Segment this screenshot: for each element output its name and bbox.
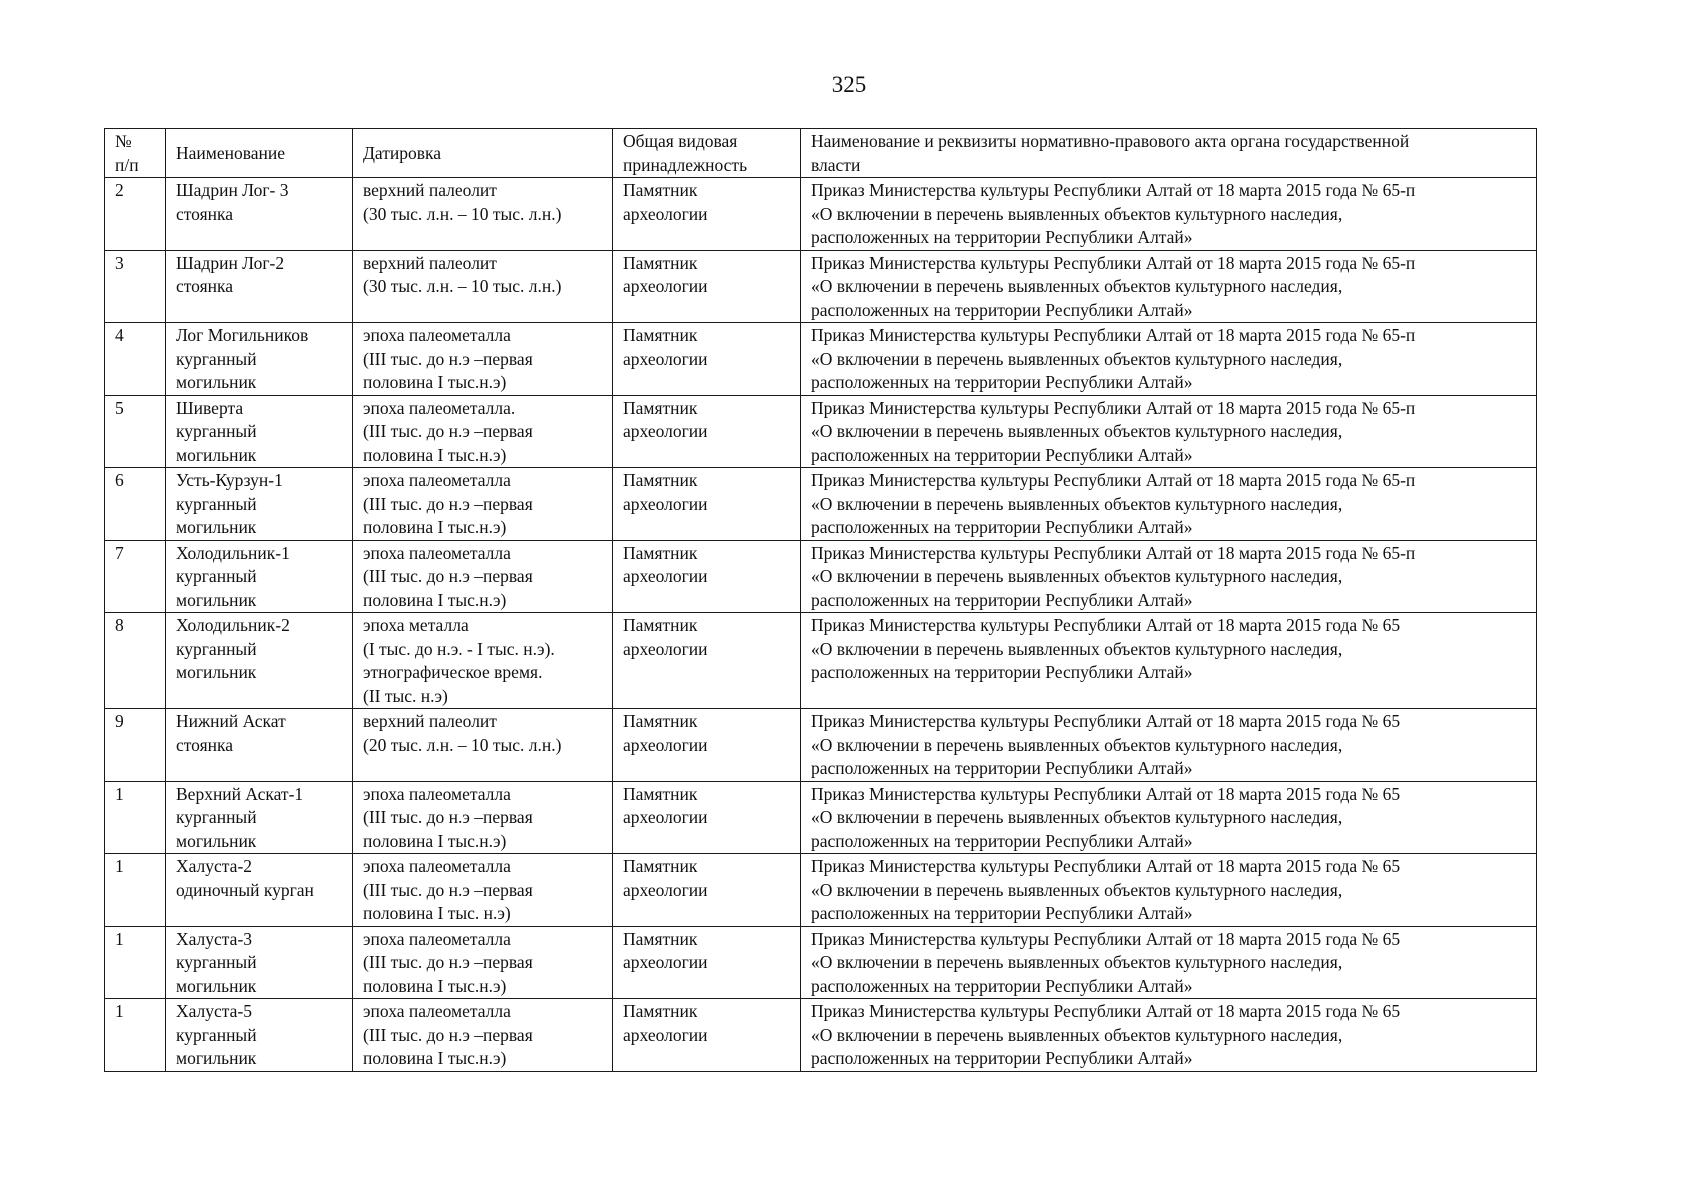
cell-name: Лог Могильников курганный могильник: [166, 323, 353, 396]
cell-name: Усть-Курзун-1 курганный могильник: [166, 468, 353, 541]
cell-legal-act: Приказ Министерства культуры Республики Алтай от 18 марта 2015 года № 65-п «О включении в перечень выявленных объектов культурного наследия, расположенных на территории Республики Алтай»: [801, 323, 1537, 396]
table-body: [105, 178, 1537, 1072]
cell-type: Памятник археологии: [613, 926, 801, 999]
table-row: [105, 613, 1537, 709]
cell-number: 9: [105, 709, 166, 782]
cell-type: Памятник археологии: [613, 854, 801, 927]
heritage-registry-table: [104, 128, 1537, 1072]
cell-type: Памятник археологии: [613, 323, 801, 396]
cell-name: Халуста-5 курганный могильник: [166, 999, 353, 1072]
cell-number: 8: [105, 613, 166, 709]
table-row: [105, 468, 1537, 541]
cell-number: 4: [105, 323, 166, 396]
cell-legal-act: Приказ Министерства культуры Республики Алтай от 18 марта 2015 года № 65 «О включении в перечень выявленных объектов культурного наследия, расположенных на территории Республики Алтай»: [801, 781, 1537, 854]
cell-number: 2: [105, 178, 166, 251]
cell-number: 6: [105, 468, 166, 541]
cell-name: Нижний Аскат стоянка: [166, 709, 353, 782]
cell-dating: эпоха палеометалла (III тыс. до н.э –первая половина I тыс. н.э): [353, 854, 613, 927]
cell-legal-act: Приказ Министерства культуры Республики Алтай от 18 марта 2015 года № 65 «О включении в перечень выявленных объектов культурного наследия, расположенных на территории Республики Алтай»: [801, 999, 1537, 1072]
cell-type: Памятник археологии: [613, 178, 801, 251]
cell-name: Шиверта курганный могильник: [166, 395, 353, 468]
cell-type: Памятник археологии: [613, 613, 801, 709]
cell-name: Халуста-3 курганный могильник: [166, 926, 353, 999]
cell-type: Памятник археологии: [613, 999, 801, 1072]
cell-type: Памятник археологии: [613, 468, 801, 541]
cell-number: 1: [105, 999, 166, 1072]
cell-dating: верхний палеолит (30 тыс. л.н. – 10 тыс. л.н.): [353, 250, 613, 323]
cell-legal-act: Приказ Министерства культуры Республики Алтай от 18 марта 2015 года № 65-п «О включении в перечень выявленных объектов культурного наследия, расположенных на территории Республики Алтай»: [801, 250, 1537, 323]
cell-name: Шадрин Лог-2 стоянка: [166, 250, 353, 323]
cell-dating: эпоха палеометалла (III тыс. до н.э –первая половина I тыс.н.э): [353, 540, 613, 613]
cell-legal-act: Приказ Министерства культуры Республики Алтай от 18 марта 2015 года № 65 «О включении в перечень выявленных объектов культурного наследия, расположенных на территории Республики Алтай»: [801, 854, 1537, 927]
cell-dating: верхний палеолит (30 тыс. л.н. – 10 тыс. л.н.): [353, 178, 613, 251]
cell-dating: эпоха металла (I тыс. до н.э. - I тыс. н.э). этнографическое время. (II тыс. н.э): [353, 613, 613, 709]
cell-name: Верхний Аскат-1 курганный могильник: [166, 781, 353, 854]
table-row: [105, 540, 1537, 613]
table-row: [105, 999, 1537, 1072]
cell-name: Холодильник-2 курганный могильник: [166, 613, 353, 709]
table-row: [105, 854, 1537, 927]
cell-dating: верхний палеолит (20 тыс. л.н. – 10 тыс. л.н.): [353, 709, 613, 782]
cell-number: 1: [105, 854, 166, 927]
cell-dating: эпоха палеометалла (III тыс. до н.э –первая половина I тыс.н.э): [353, 926, 613, 999]
cell-number: 5: [105, 395, 166, 468]
cell-legal-act: Приказ Министерства культуры Республики Алтай от 18 марта 2015 года № 65-п «О включении в перечень выявленных объектов культурного наследия, расположенных на территории Республики Алтай»: [801, 178, 1537, 251]
cell-type: Памятник археологии: [613, 781, 801, 854]
cell-dating: эпоха палеометалла. (III тыс. до н.э –первая половина I тыс.н.э): [353, 395, 613, 468]
header-number: № п/п: [105, 129, 166, 178]
cell-legal-act: Приказ Министерства культуры Республики Алтай от 18 марта 2015 года № 65-п «О включении в перечень выявленных объектов культурного наследия, расположенных на территории Республики Алтай»: [801, 468, 1537, 541]
header-type: Общая видовая принадлежность: [613, 129, 801, 178]
cell-name: Шадрин Лог- 3 стоянка: [166, 178, 353, 251]
table-row: [105, 323, 1537, 396]
cell-type: Памятник археологии: [613, 250, 801, 323]
cell-legal-act: Приказ Министерства культуры Республики Алтай от 18 марта 2015 года № 65-п «О включении в перечень выявленных объектов культурного наследия, расположенных на территории Республики Алтай»: [801, 540, 1537, 613]
cell-type: Памятник археологии: [613, 540, 801, 613]
header-name: Наименование: [166, 129, 353, 178]
cell-name: Холодильник-1 курганный могильник: [166, 540, 353, 613]
cell-type: Памятник археологии: [613, 395, 801, 468]
cell-dating: эпоха палеометалла (III тыс. до н.э –первая половина I тыс.н.э): [353, 468, 613, 541]
cell-type: Памятник археологии: [613, 709, 801, 782]
table-header-row: [105, 129, 1537, 178]
cell-number: 7: [105, 540, 166, 613]
cell-name: Халуста-2 одиночный курган: [166, 854, 353, 927]
table-row: [105, 250, 1537, 323]
cell-legal-act: Приказ Министерства культуры Республики Алтай от 18 марта 2015 года № 65 «О включении в перечень выявленных объектов культурного наследия, расположенных на территории Республики Алтай»: [801, 613, 1537, 709]
cell-dating: эпоха палеометалла (III тыс. до н.э –первая половина I тыс.н.э): [353, 781, 613, 854]
table-row: [105, 781, 1537, 854]
table-row: [105, 926, 1537, 999]
cell-legal-act: Приказ Министерства культуры Республики Алтай от 18 марта 2015 года № 65 «О включении в перечень выявленных объектов культурного наследия, расположенных на территории Республики Алтай»: [801, 926, 1537, 999]
page-number: 325: [831, 72, 867, 97]
table-row: [105, 178, 1537, 251]
cell-number: 3: [105, 250, 166, 323]
cell-legal-act: Приказ Министерства культуры Республики Алтай от 18 марта 2015 года № 65-п «О включении в перечень выявленных объектов культурного наследия, расположенных на территории Республики Алтай»: [801, 395, 1537, 468]
cell-dating: эпоха палеометалла (III тыс. до н.э –первая половина I тыс.н.э): [353, 323, 613, 396]
header-legal-act: Наименование и реквизиты нормативно-правового акта органа государственной власти: [801, 129, 1537, 178]
cell-legal-act: Приказ Министерства культуры Республики Алтай от 18 марта 2015 года № 65 «О включении в перечень выявленных объектов культурного наследия, расположенных на территории Республики Алтай»: [801, 709, 1537, 782]
cell-dating: эпоха палеометалла (III тыс. до н.э –первая половина I тыс.н.э): [353, 999, 613, 1072]
header-dating: Датировка: [353, 129, 613, 178]
cell-number: 1: [105, 781, 166, 854]
table-row: [105, 395, 1537, 468]
table-row: [105, 709, 1537, 782]
cell-number: 1: [105, 926, 166, 999]
